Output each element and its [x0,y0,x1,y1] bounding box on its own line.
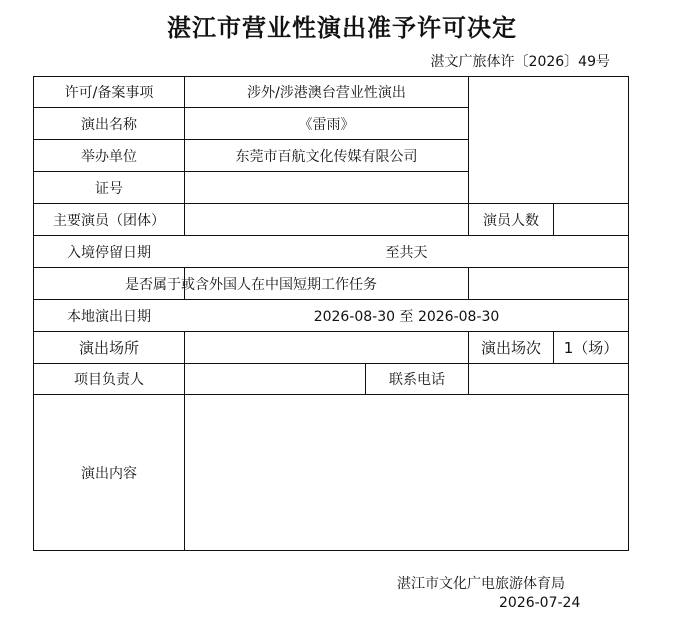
main-performers-value [185,204,468,235]
foreign-work-label: 是否属于或含外国人在中国短期工作任务 [125,276,377,293]
organizer-label: 举办单位 [81,148,137,165]
certificate-label: 证号 [95,180,123,197]
content-value [185,395,628,550]
license-item-label: 许可/备案事项 [64,85,154,101]
local-dates-value: 2026-08-30 至 2026-08-30 [313,308,500,325]
performer-count-label: 演员人数 [483,212,539,229]
project-lead-value [185,364,365,394]
organizer-value: 东莞市百航文化传媒有限公司 [235,148,418,165]
table-border-right [628,76,629,551]
show-name-value: 《雷雨》 [298,116,355,133]
contact-phone-value [469,364,628,394]
document-title: 湛江市营业性演出准予许可决定 [167,14,517,42]
issue-date: 2026-07-24 [499,595,581,611]
license-item-value: 涉外/涉港澳台营业性演出 [247,85,406,101]
sessions-value: 1（场） [563,339,619,357]
performer-count-value [554,204,628,235]
local-dates-label: 本地演出日期 [67,308,151,325]
stay-dates-value: 至共天 [385,244,428,261]
venue-label: 演出场所 [78,339,139,357]
license-form [33,76,629,551]
issuer-name: 湛江市文化广电旅游体育局 [397,576,565,592]
venue-value [185,332,468,363]
certificate-value [185,172,468,203]
table-border-bottom [33,550,629,551]
content-label: 演出内容 [81,465,137,482]
main-performers-label: 主要演员（团体） [53,212,165,229]
sessions-label: 演出场次 [480,339,541,357]
foreign-work-value [469,268,628,299]
contact-phone-label: 联系电话 [389,372,445,388]
document-number: 湛文广旅体许〔2026〕49号 [430,54,610,70]
project-lead-label: 项目负责人 [74,372,144,388]
show-name-label: 演出名称 [81,116,137,133]
stay-dates-label: 入境停留日期 [67,244,151,261]
